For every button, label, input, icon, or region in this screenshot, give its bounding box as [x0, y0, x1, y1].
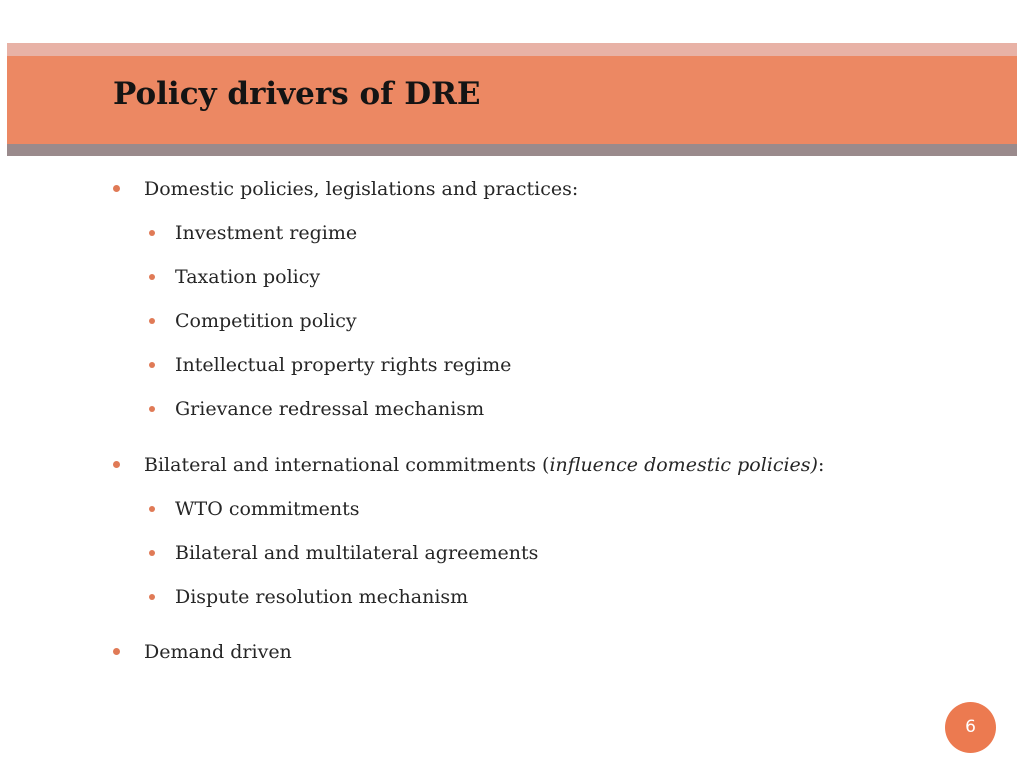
bullet-bilateral-suffix: : — [817, 454, 825, 476]
sub-bullet-wto-commitments: WTO commitments — [175, 498, 360, 520]
bullet-demand-driven: Demand driven — [144, 641, 292, 663]
sub-bullet-competition-policy: Competition policy — [175, 310, 357, 332]
bullet-bilateral-italic: influence domestic policies) — [549, 454, 818, 476]
page-number-badge: 6 — [945, 702, 996, 753]
sub-bullet-dot — [149, 594, 155, 600]
sub-bullet-dot — [149, 406, 155, 412]
sub-bullet-dot — [149, 506, 155, 512]
bullet-dot — [113, 185, 120, 192]
bullet-domestic-policies: Domestic policies, legislations and practices: — [144, 178, 579, 200]
sub-bullet-bilateral-agreements: Bilateral and multilateral agreements — [175, 542, 539, 564]
sub-bullet-grievance-redressal: Grievance redressal mechanism — [175, 398, 485, 420]
bullet-bilateral-text: Bilateral and international commitments ( — [144, 454, 550, 476]
header-band-top — [7, 43, 1017, 56]
bullet-dot — [113, 461, 120, 468]
sub-bullet-dot — [149, 274, 155, 280]
sub-bullet-dot — [149, 318, 155, 324]
slide-title: Policy drivers of DRE — [113, 76, 481, 112]
sub-bullet-dot — [149, 550, 155, 556]
bullet-dot — [113, 648, 120, 655]
sub-bullet-taxation-policy: Taxation policy — [175, 266, 321, 288]
sub-bullet-dot — [149, 230, 155, 236]
bullet-bilateral-commitments — [144, 453, 824, 477]
sub-bullet-ipr-regime: Intellectual property rights regime — [175, 354, 512, 376]
header-band-bottom — [7, 144, 1017, 156]
sub-bullet-dispute-resolution: Dispute resolution mechanism — [175, 586, 469, 608]
sub-bullet-investment-regime: Investment regime — [175, 222, 358, 244]
sub-bullet-dot — [149, 362, 155, 368]
